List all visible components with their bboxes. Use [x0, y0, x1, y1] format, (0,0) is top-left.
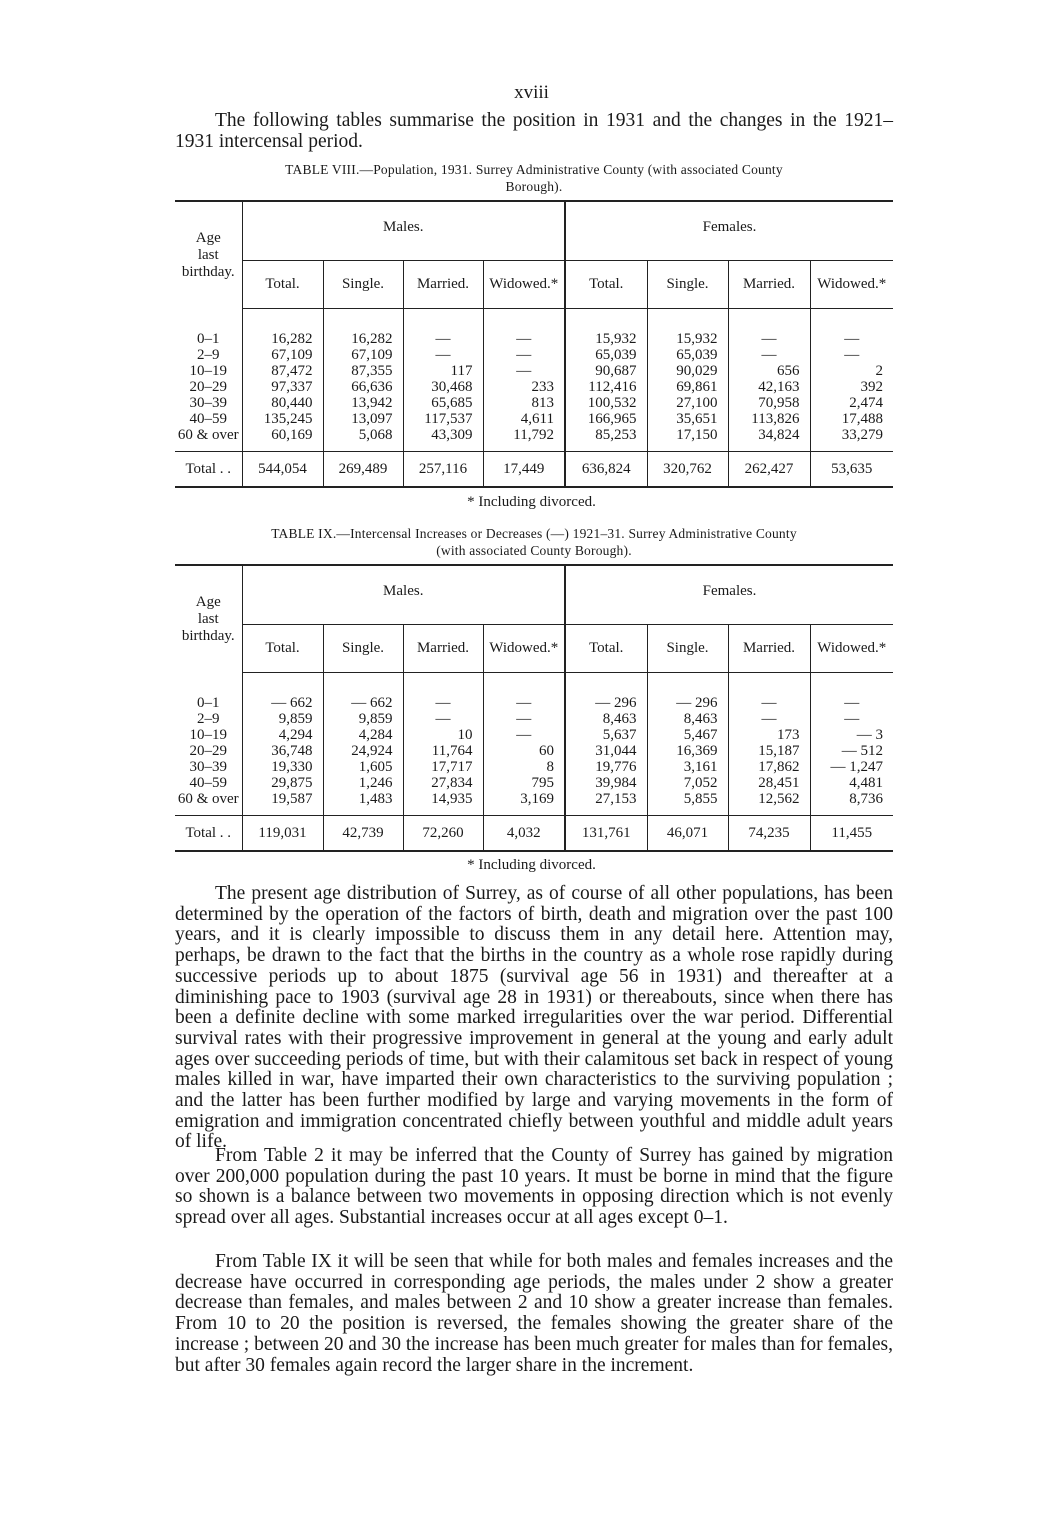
table9-caption-line1: TABLE IX.—Intercensal Increases or Decreases (—) 1921–31. Surrey Administrative County: [271, 526, 797, 541]
total-label: Total . .: [175, 452, 242, 488]
data-cell: 4,611: [483, 411, 565, 427]
age-cell: 0–1: [175, 695, 242, 711]
table9: [175, 564, 893, 852]
age-cell: 2–9: [175, 711, 242, 727]
data-cell: 5,467: [647, 727, 728, 743]
total-cell: 636,824: [565, 452, 647, 488]
age-cell: 10–19: [175, 363, 242, 379]
data-cell: 4,284: [323, 727, 403, 743]
data-cell: 16,369: [647, 743, 728, 759]
data-cell: —: [403, 695, 483, 711]
table-row: [175, 363, 893, 379]
table9-caption: [175, 525, 893, 559]
data-cell: 112,416: [565, 379, 647, 395]
data-cell: —: [403, 331, 483, 347]
data-cell: 27,834: [403, 775, 483, 791]
females-header: Females.: [565, 565, 893, 625]
data-cell: —: [728, 711, 810, 727]
data-cell: 65,039: [565, 347, 647, 363]
data-cell: — 512: [810, 743, 893, 759]
age-header: Age last birthday.: [175, 201, 242, 309]
total-cell: 544,054: [242, 452, 323, 488]
data-cell: 90,687: [565, 363, 647, 379]
data-cell: —: [483, 347, 565, 363]
data-cell: 27,100: [647, 395, 728, 411]
age-cell: 20–29: [175, 379, 242, 395]
age-cell: 0–1: [175, 331, 242, 347]
col-married: Married.: [728, 261, 810, 309]
table-row: [175, 695, 893, 711]
data-cell: 19,330: [242, 759, 323, 775]
col-total: Total.: [565, 261, 647, 309]
data-cell: 9,859: [242, 711, 323, 727]
data-cell: 8,463: [647, 711, 728, 727]
data-cell: 4,294: [242, 727, 323, 743]
col-married: Married.: [403, 261, 483, 309]
females-header: Females.: [565, 201, 893, 261]
data-cell: 8,736: [810, 791, 893, 807]
data-cell: 1,246: [323, 775, 403, 791]
data-cell: 17,862: [728, 759, 810, 775]
data-cell: 11,764: [403, 743, 483, 759]
col-single: Single.: [647, 261, 728, 309]
data-cell: — 296: [565, 695, 647, 711]
total-cell: 320,762: [647, 452, 728, 488]
data-cell: 85,253: [565, 427, 647, 443]
data-cell: —: [810, 711, 893, 727]
data-cell: 3,161: [647, 759, 728, 775]
data-cell: 80,440: [242, 395, 323, 411]
data-cell: 43,309: [403, 427, 483, 443]
data-cell: 66,636: [323, 379, 403, 395]
col-widowed: Widowed.*: [483, 625, 565, 673]
data-cell: 33,279: [810, 427, 893, 443]
data-cell: 39,984: [565, 775, 647, 791]
data-cell: —: [728, 347, 810, 363]
data-cell: 15,932: [647, 331, 728, 347]
table-row: [175, 791, 893, 807]
table8-caption-line2: Borough).: [505, 179, 563, 194]
data-cell: 67,109: [323, 347, 403, 363]
data-cell: 36,748: [242, 743, 323, 759]
table8: [175, 200, 893, 488]
data-cell: —: [810, 331, 893, 347]
data-cell: 90,029: [647, 363, 728, 379]
total-cell: 269,489: [323, 452, 403, 488]
data-cell: 1,483: [323, 791, 403, 807]
data-cell: —: [483, 695, 565, 711]
data-cell: 10: [403, 727, 483, 743]
col-total: Total.: [242, 261, 323, 309]
data-cell: 173: [728, 727, 810, 743]
age-cell: 40–59: [175, 775, 242, 791]
data-cell: 795: [483, 775, 565, 791]
col-married: Married.: [403, 625, 483, 673]
data-cell: 8: [483, 759, 565, 775]
data-cell: 65,685: [403, 395, 483, 411]
age-cell: 2–9: [175, 347, 242, 363]
data-cell: 117,537: [403, 411, 483, 427]
data-cell: 14,935: [403, 791, 483, 807]
table-row: [175, 331, 893, 347]
total-cell: 262,427: [728, 452, 810, 488]
data-cell: 60,169: [242, 427, 323, 443]
table-row: [175, 427, 893, 443]
table8-caption: [175, 161, 893, 195]
data-cell: — 296: [647, 695, 728, 711]
data-cell: — 662: [242, 695, 323, 711]
data-cell: 16,282: [323, 331, 403, 347]
data-cell: — 3: [810, 727, 893, 743]
data-cell: 233: [483, 379, 565, 395]
data-cell: 5,855: [647, 791, 728, 807]
data-cell: 35,651: [647, 411, 728, 427]
age-header: Age last birthday.: [175, 565, 242, 673]
paragraph-table-ix: From Table IX it will be seen that while for both males and females increases and the decrease have occurred in corresponding age periods, the males under 2 show a greater decrease than females, and males between 2 and 10 show a greater increase than females. From 10 to 20 the position is reversed, the females showing the greater share of the increase ; between 20 and 30 the increase has been much greater for males than for females, but after 30 females again record the larger share in the increment.: [175, 1251, 893, 1376]
col-single: Single.: [647, 625, 728, 673]
data-cell: 97,337: [242, 379, 323, 395]
col-total: Total.: [242, 625, 323, 673]
data-cell: 24,924: [323, 743, 403, 759]
data-cell: 27,153: [565, 791, 647, 807]
data-cell: 42,163: [728, 379, 810, 395]
data-cell: 813: [483, 395, 565, 411]
age-cell: 60 & over: [175, 791, 242, 807]
data-cell: —: [483, 727, 565, 743]
total-cell: 74,235: [728, 816, 810, 852]
data-cell: 19,776: [565, 759, 647, 775]
data-cell: 29,875: [242, 775, 323, 791]
col-married: Married.: [728, 625, 810, 673]
data-cell: 34,824: [728, 427, 810, 443]
data-cell: 4,481: [810, 775, 893, 791]
table-row: [175, 411, 893, 427]
data-cell: 17,488: [810, 411, 893, 427]
data-cell: 70,958: [728, 395, 810, 411]
col-widowed: Widowed.*: [810, 261, 893, 309]
data-cell: 13,097: [323, 411, 403, 427]
table-row: [175, 743, 893, 759]
data-cell: 117: [403, 363, 483, 379]
data-cell: 12,562: [728, 791, 810, 807]
table9-footnote: * Including divorced.: [467, 857, 596, 873]
total-cell: 4,032: [483, 816, 565, 852]
data-cell: 1,605: [323, 759, 403, 775]
data-cell: 87,355: [323, 363, 403, 379]
intro-text: The following tables summarise the position in 1931 and the changes in the 1921–1931 intercensal period.: [175, 110, 893, 152]
age-cell: 10–19: [175, 727, 242, 743]
total-cell: 11,455: [810, 816, 893, 852]
data-cell: 7,052: [647, 775, 728, 791]
data-cell: 15,187: [728, 743, 810, 759]
data-cell: 3,169: [483, 791, 565, 807]
data-cell: 11,792: [483, 427, 565, 443]
data-cell: 60: [483, 743, 565, 759]
col-single: Single.: [323, 261, 403, 309]
col-widowed: Widowed.*: [483, 261, 565, 309]
data-cell: —: [483, 711, 565, 727]
data-cell: 87,472: [242, 363, 323, 379]
total-cell: 257,116: [403, 452, 483, 488]
table8-footnote: * Including divorced.: [467, 494, 596, 510]
age-cell: 20–29: [175, 743, 242, 759]
total-cell: 72,260: [403, 816, 483, 852]
table-row: [175, 379, 893, 395]
data-cell: —: [483, 363, 565, 379]
table-row: [175, 775, 893, 791]
col-single: Single.: [323, 625, 403, 673]
table-row: [175, 727, 893, 743]
data-cell: 30,468: [403, 379, 483, 395]
table-row: [175, 711, 893, 727]
data-cell: —: [810, 347, 893, 363]
paragraph-migration: From Table 2 it may be inferred that the County of Surrey has gained by migration over 200,000 population during the past 10 years. It must be borne in mind that the figure so shown is a balance between two movements in opposing direction which is not evenly spread over all ages. Substantial increases occur at all ages except 0–1.: [175, 1145, 893, 1229]
data-cell: 2: [810, 363, 893, 379]
data-cell: 8,463: [565, 711, 647, 727]
table-row: [175, 347, 893, 363]
age-cell: 30–39: [175, 759, 242, 775]
page-number: xviii: [514, 82, 549, 103]
data-cell: —: [728, 331, 810, 347]
data-cell: —: [403, 711, 483, 727]
total-row: [175, 816, 893, 852]
data-cell: — 1,247: [810, 759, 893, 775]
table-row: [175, 759, 893, 775]
age-cell: 40–59: [175, 411, 242, 427]
data-cell: 16,282: [242, 331, 323, 347]
data-cell: 9,859: [323, 711, 403, 727]
males-header: Males.: [242, 565, 565, 625]
data-cell: 13,942: [323, 395, 403, 411]
data-cell: 5,068: [323, 427, 403, 443]
data-cell: 67,109: [242, 347, 323, 363]
total-row: [175, 452, 893, 488]
age-cell: 30–39: [175, 395, 242, 411]
data-cell: 31,044: [565, 743, 647, 759]
col-total: Total.: [565, 625, 647, 673]
data-cell: 5,637: [565, 727, 647, 743]
data-cell: 69,861: [647, 379, 728, 395]
total-cell: 17,449: [483, 452, 565, 488]
age-cell: 60 & over: [175, 427, 242, 443]
data-cell: 17,717: [403, 759, 483, 775]
table8-caption-line1: TABLE VIII.—Population, 1931. Surrey Administrative County (with associated County: [285, 162, 783, 177]
data-cell: —: [403, 347, 483, 363]
data-cell: 135,245: [242, 411, 323, 427]
data-cell: 166,965: [565, 411, 647, 427]
table9-caption-line2: (with associated County Borough).: [436, 543, 632, 558]
data-cell: 656: [728, 363, 810, 379]
data-cell: —: [728, 695, 810, 711]
data-cell: 17,150: [647, 427, 728, 443]
data-cell: 392: [810, 379, 893, 395]
table-row: [175, 395, 893, 411]
paragraph-age-distribution: The present age distribution of Surrey, as of course of all other populations, has been determined by the operation of the factors of birth, death and migration over the past 100 years, and it is clearly impossible to discuss them in any detail here. Attention may, perhaps, be drawn to the fact that the births in the country as a whole rose rapidly during successive periods up to about 1875 (survival age 56 in 1931) and thereafter at a diminishing pace to 1903 (survival age 28 in 1931) or thereabouts, since when there has been a definite decline with some marked irregularities over the war period. Differential survival rates with their progressive improvement in general at the young and early adult ages over succeeding periods of time, but with their calamitous set back in respect of young males killed in war, have imparted their own characteristics to the surviving population ; and the latter has been further modified by large and varying movements in the form of emigration and immigration concentrated chiefly between youthful and middle adult years of life.: [175, 883, 893, 1153]
data-cell: 113,826: [728, 411, 810, 427]
data-cell: 15,932: [565, 331, 647, 347]
col-widowed: Widowed.*: [810, 625, 893, 673]
data-cell: 65,039: [647, 347, 728, 363]
data-cell: — 662: [323, 695, 403, 711]
data-cell: 100,532: [565, 395, 647, 411]
data-cell: —: [810, 695, 893, 711]
total-cell: 131,761: [565, 816, 647, 852]
total-cell: 42,739: [323, 816, 403, 852]
total-cell: 119,031: [242, 816, 323, 852]
data-cell: 2,474: [810, 395, 893, 411]
data-cell: 28,451: [728, 775, 810, 791]
total-label: Total . .: [175, 816, 242, 852]
data-cell: —: [483, 331, 565, 347]
data-cell: 19,587: [242, 791, 323, 807]
total-cell: 53,635: [810, 452, 893, 488]
males-header: Males.: [242, 201, 565, 261]
total-cell: 46,071: [647, 816, 728, 852]
